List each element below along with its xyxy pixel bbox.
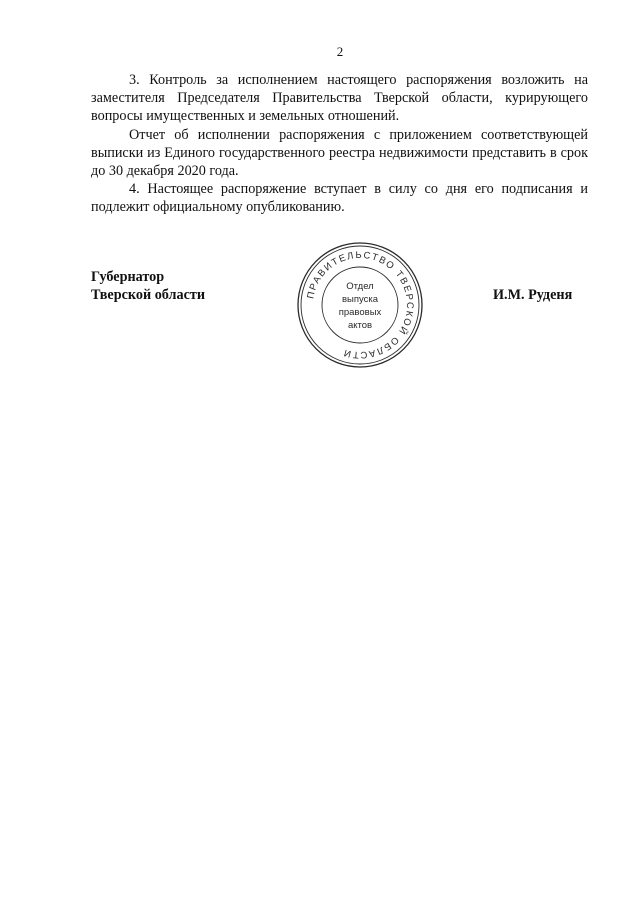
signer-title (91, 268, 205, 304)
signer-title-line-2: Тверской области (91, 287, 206, 303)
stamp-second-ring (301, 246, 419, 364)
paragraph-3-control: 3. Контроль за исполнением настоящего распоряжения возложить на заместителя Председателя Правительства Тверской области, курирующего вопросы имущественных и земельных отношений. (91, 72, 588, 125)
stamp-outer-ring (298, 243, 422, 367)
stamp-center-line-2: выпуска (341, 294, 379, 305)
stamp-center-line-4: актов (347, 320, 373, 331)
stamp-graphic (295, 240, 425, 370)
official-stamp (295, 240, 425, 370)
page-number: 2 (336, 44, 344, 59)
signer-title-line-1: Губернатор (91, 269, 165, 285)
paragraph-report: Отчет об исполнении распоряжения с приложением соответствующей выписки из Единого государственного реестра недвижимости представить в срок до 30 декабря 2020 года. (91, 126, 588, 180)
stamp-inner-ring (322, 267, 398, 343)
signer-name: И.М. Руденя (493, 287, 573, 303)
document-body (91, 71, 588, 217)
stamp-center-line-3: правовых (338, 307, 382, 318)
stamp-ring-text: ПРАВИТЕЛЬСТВО ТВЕРСКОЙ ОБЛАСТИ (305, 249, 416, 361)
paragraph-4-effective: 4. Настоящее распоряжение вступает в силу со дня его подписания и подлежит официальному опубликованию. (91, 181, 588, 216)
stamp-center-line-1: Отдел (346, 281, 374, 292)
